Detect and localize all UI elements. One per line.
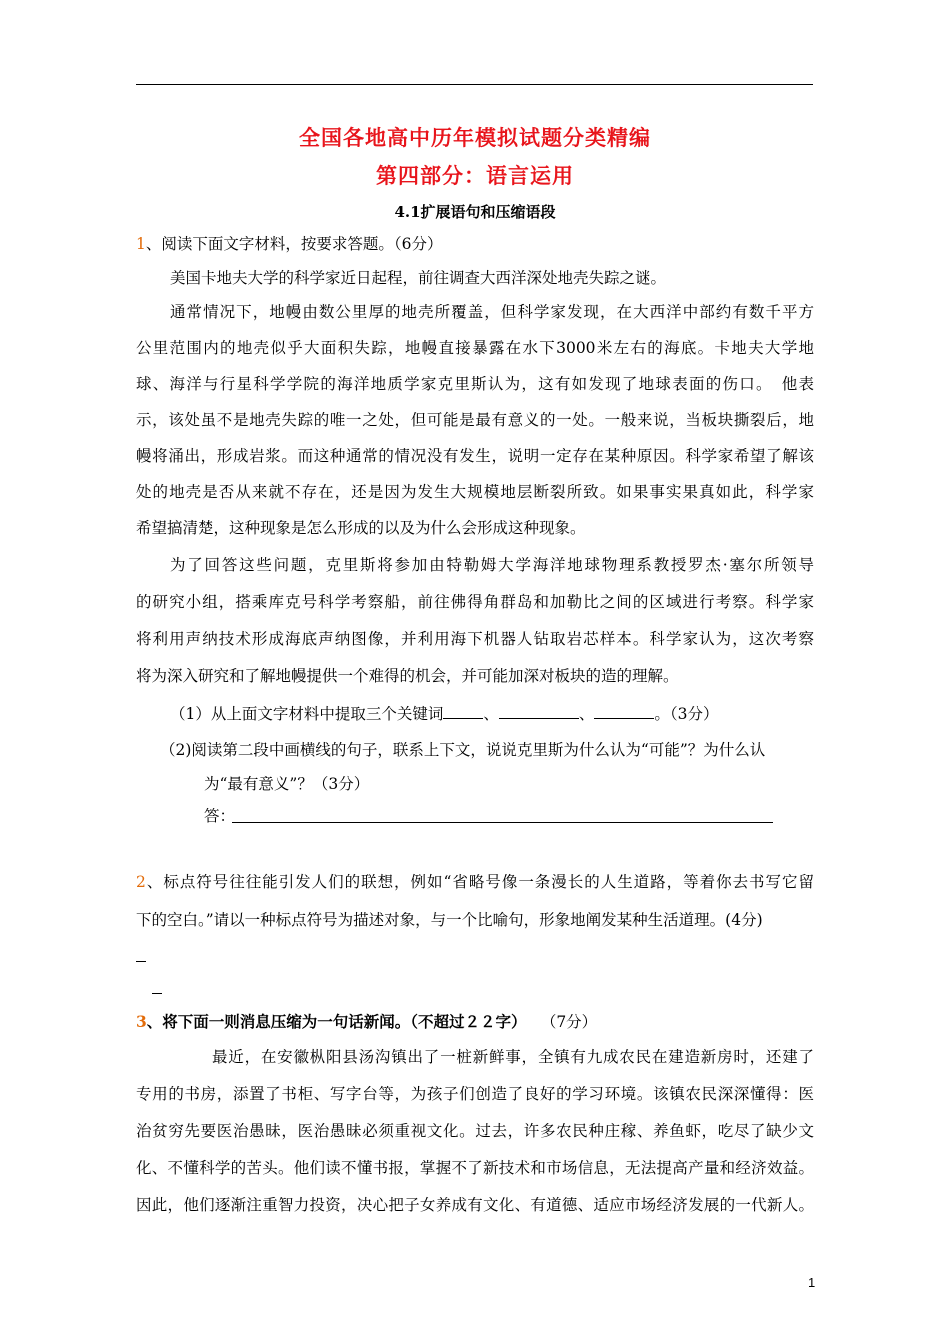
keyword-blank-3[interactable] [594,704,654,719]
question-text: 、标点符号往往能引发人们的联想，例如“省略号像一条漫长的人生道路，等着你去书写它留 [145,873,814,891]
subquestion-2-line-2: 为“最有意义”？（3分） [204,775,370,793]
keyword-blank-2[interactable] [499,704,579,719]
passage-line: 将为深入研究和了解地幔提供一个难得的机会，并可能加深对板块的造的理解。 [136,667,679,685]
question-3-prompt [136,1012,597,1032]
question-number: 2 [136,873,146,891]
question-2-line-1 [136,872,814,892]
top-rule [136,84,813,85]
news-line: 化、不懂科学的苦头。他们读不懂书报，掌握不了新技术和市场信息，无法提高产量和经济效益。 [136,1159,814,1177]
answer-dash-1[interactable] [136,961,146,962]
subquestion-1-score: 。（3分） [654,705,719,723]
answer-line[interactable] [232,822,773,823]
news-line: 治贫穷先要医治愚昧，医治愚昧必须重视文化。过去，许多农民种庄稼、养鱼虾，吃尽了缺少文 [136,1122,814,1140]
subquestion-2-line-1: （2)阅读第二段中画横线的句子，联系上下文，说说克里斯为什么认为“可能”？为什么认 [160,741,766,759]
passage-line: 处的地壳是否从来就不存在，还是因为发生大规模地层断裂所致。如果事实果真如此，科学家 [136,483,814,501]
answer-label: 答： [204,807,236,825]
passage-line: 球、海洋与行星科学学院的海洋地质学家克里斯认为，这有如发现了地球表面的伤口。 他表 [136,375,814,393]
question-number: 1 [136,235,146,253]
subquestion-1-text: （1）从上面文字材料中提取三个关键词 [170,705,444,723]
separator: 、 [483,705,499,723]
news-line: 最近，在安徽枞阳县汤沟镇出了一桩新鲜事，全镇有九成农民在建造新房时，还建了 [212,1048,814,1066]
subquestion-1 [170,704,719,724]
passage-line: 将利用声纳技术形成海底声纳图像，并利用海下机器人钻取岩芯样本。科学家认为，这次考察 [136,630,814,648]
news-line: 专用的书房，添置了书柜、写字台等，为孩子们创造了良好的学习环境。该镇农民深深懂得：医 [136,1085,814,1103]
passage-line: 公里范围内的地壳似乎大面积失踪，地幔直接暴露在水下3000米左右的海底。卡地夫大学地 [136,339,814,357]
section-heading: 4.1扩展语句和压缩语段 [394,203,556,221]
question-2-line-2: 下的空白。”请以一种标点符号为描述对象，与一个比喻句，形象地阐发某种生活道理。(4分) [136,911,763,929]
passage-paragraph-1: 美国卡地夫大学的科学家近日起程，前往调查大西洋深处地壳失踪之谜。 [170,269,667,287]
passage-line: 通常情况下，地幔由数公里厚的地壳所覆盖，但科学家发现，在大西洋中部约有数千平方 [170,303,814,321]
passage-line: 的研究小组，搭乘库克号科学考察船，前往佛得角群岛和加勒比之间的区域进行考察。科学家 [136,593,814,611]
question-text: 、将下面一则消息压缩为一句话新闻。（不超过２２字） [146,1012,527,1031]
question-number: 3 [136,1012,147,1031]
document-title: 全国各地高中历年模拟试题分类精编 [299,125,651,150]
page-number: 1 [808,1275,816,1290]
news-line: 因此，他们逐渐注重智力投资，决心把子女养成有文化、有道德、适应市场经济发展的一代新人。 [136,1196,814,1214]
question-1-prompt [136,234,443,254]
passage-line: 幔将涌出，形成岩浆。而这种通常的情况没有发生，说明一定存在某种原因。科学家希望了解该 [136,447,814,465]
question-score: （7分） [548,1013,598,1031]
keyword-blank-1[interactable] [443,704,483,719]
passage-line: 希望搞清楚，这种现象是怎么形成的以及为什么会形成这种现象。 [136,519,586,537]
separator: 、 [578,705,595,723]
question-text: 、阅读下面文字材料，按要求答题。（6分） [145,235,443,253]
passage-line: 示，该处虽不是地壳失踪的唯一之处，但可能是最有意义的一处。一般来说，当板块撕裂后，地 [136,411,814,429]
passage-line: 为了回答这些问题，克里斯将参加由特勒姆大学海洋地球物理系教授罗杰·塞尔所领导 [170,556,814,574]
document-subtitle: 第四部分：语言运用 [376,163,574,188]
answer-dash-2[interactable] [152,993,162,994]
